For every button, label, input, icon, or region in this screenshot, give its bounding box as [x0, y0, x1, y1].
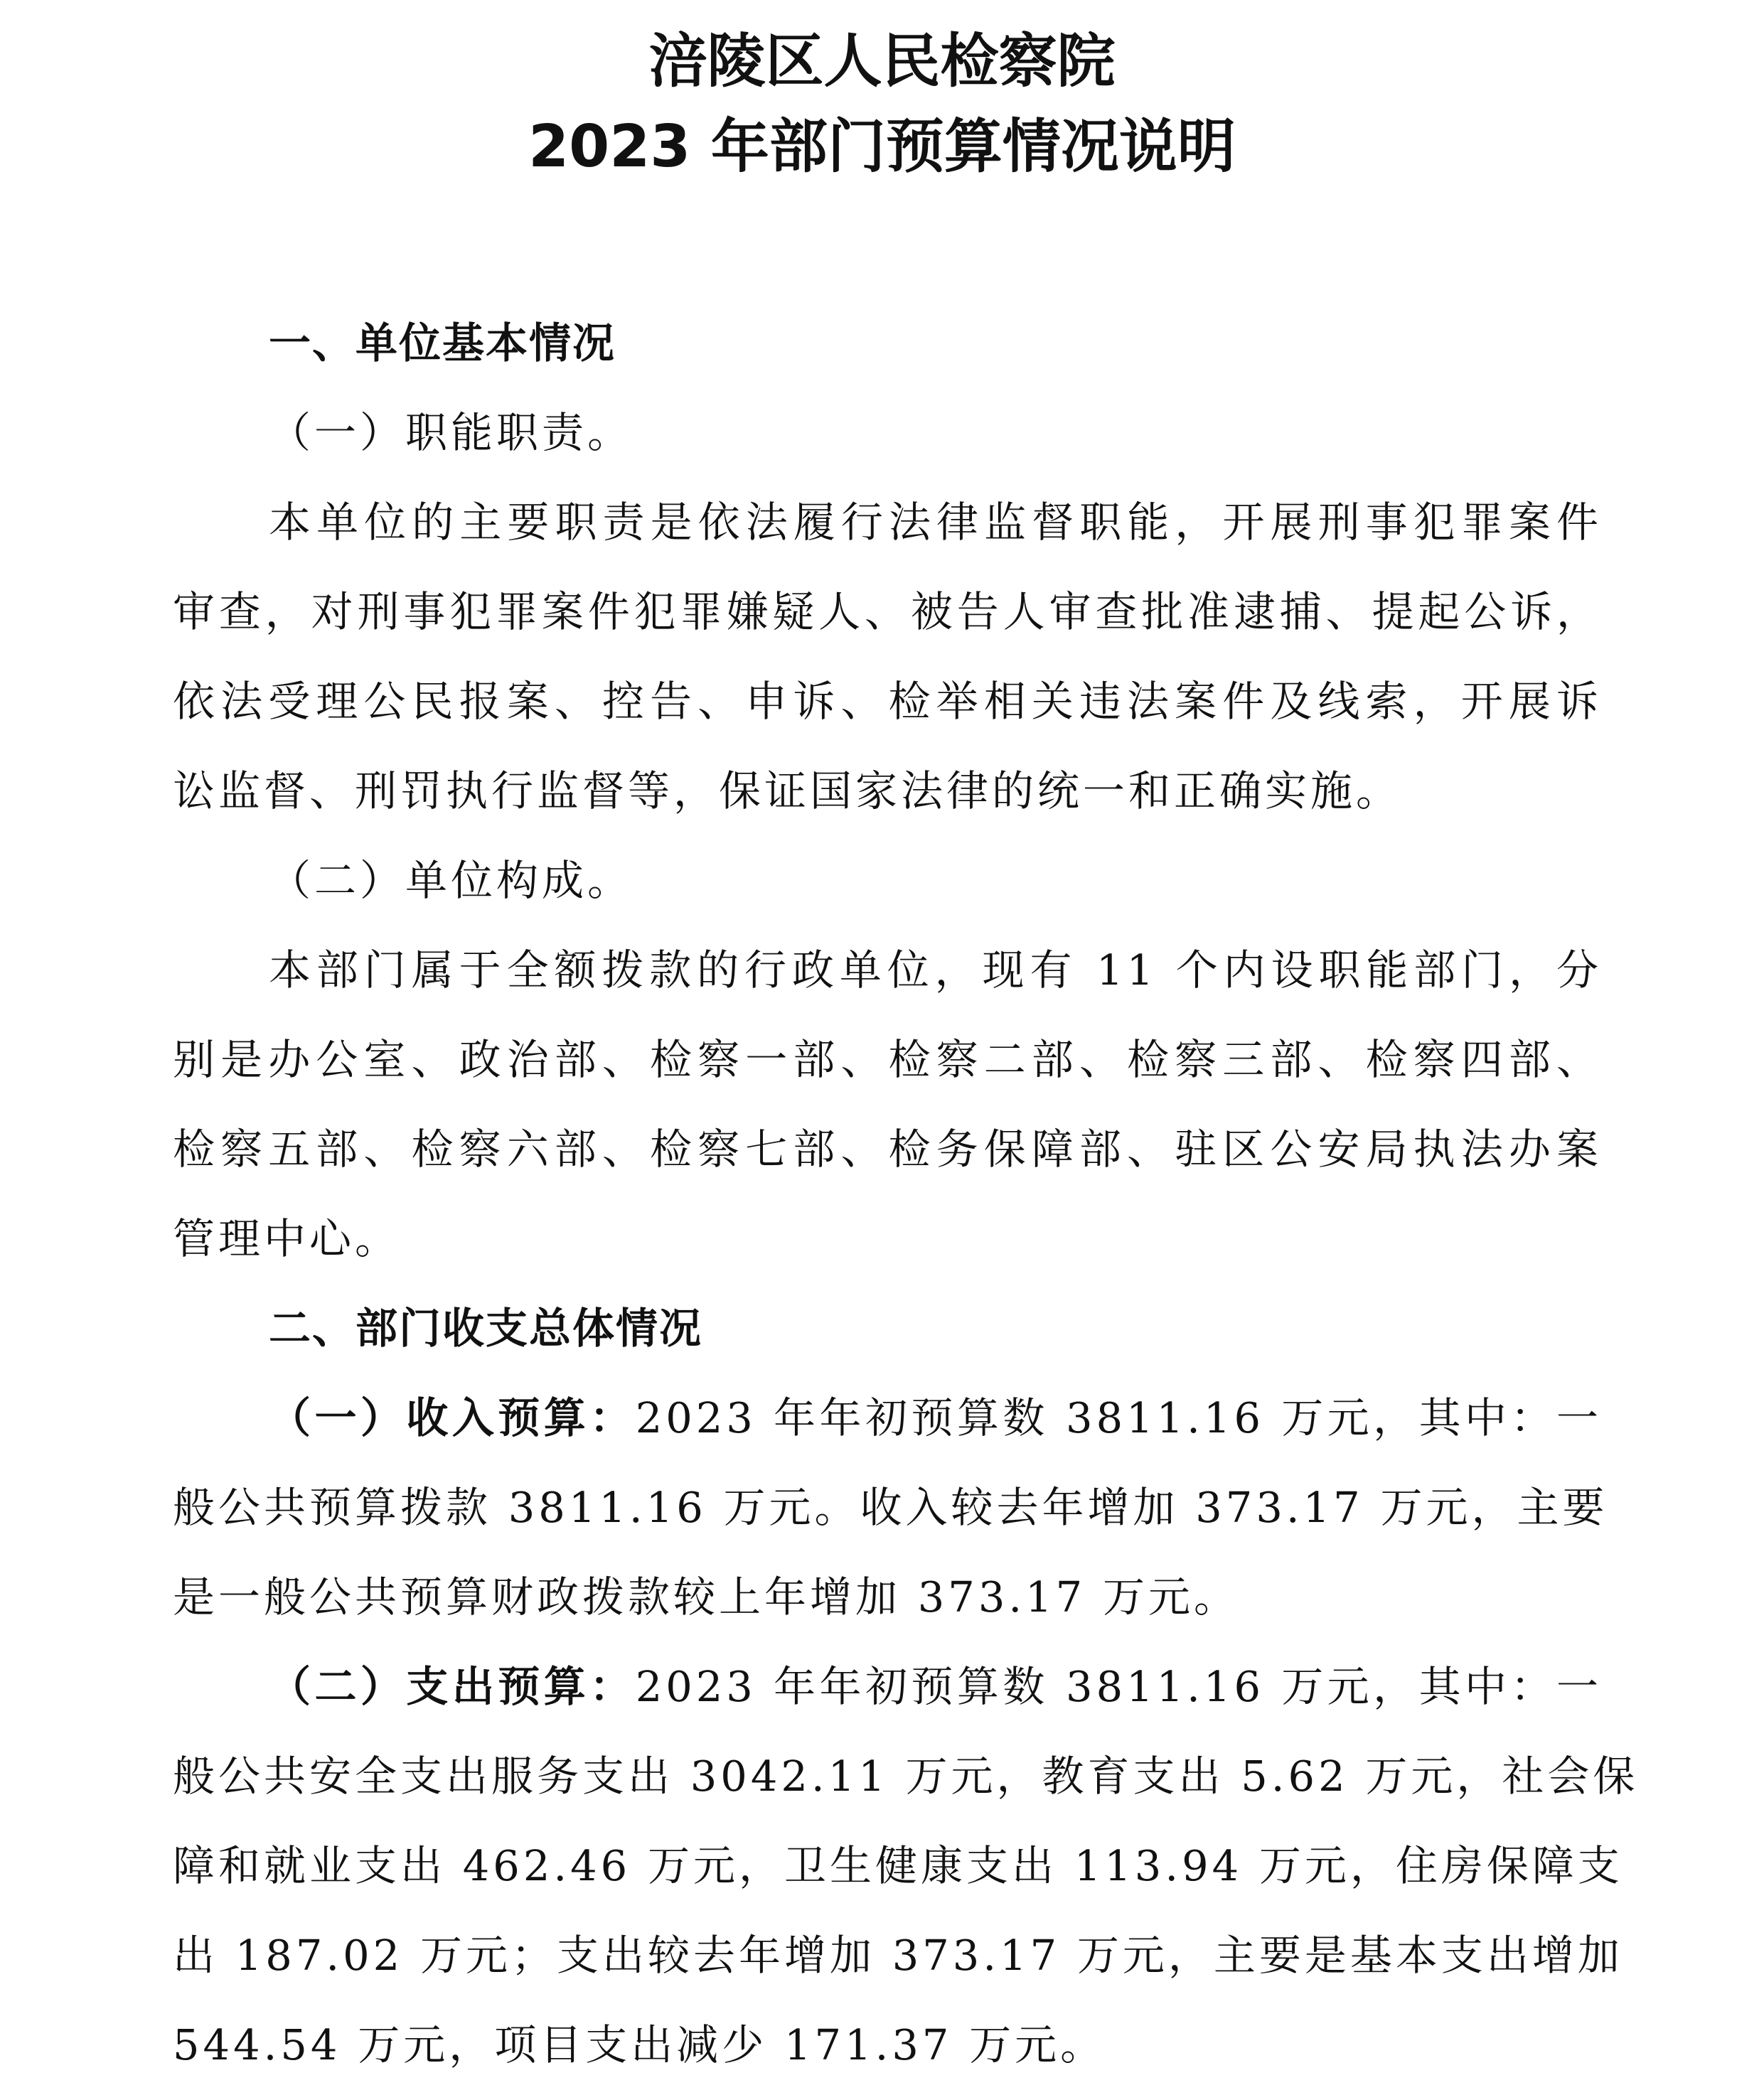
expense-line-text: 2023 年年初预算数 3811.16 万元，其中：一	[635, 1662, 1602, 1711]
section2-expense-line: 障和就业支出 462.46 万元，卫生健康支出 113.94 万元，住房保障支	[173, 1841, 1623, 1890]
section1-sub2-line: 管理中心。	[173, 1214, 401, 1263]
document-title-line2: 2023 年部门预算情况说明	[528, 113, 1236, 181]
section2-expense-first-line	[173, 1642, 1602, 1732]
section1-sub1-line: 依法受理公民报案、控告、申诉、检举相关违法案件及线索，开展诉	[173, 677, 1602, 726]
expense-label: （二）支出预算：	[269, 1662, 636, 1711]
section1-sub2-line: 本部门属于全额拨款的行政单位，现有 11 个内设职能部门，分	[269, 945, 1602, 995]
section1-sub2-line: 别是办公室、政治部、检察一部、检察二部、检察三部、检察四部、	[173, 1035, 1602, 1084]
section1-sub1-heading: （一）职能职责。	[269, 408, 634, 457]
section1-heading: 一、单位基本情况	[269, 318, 616, 368]
section2-expense-line: 出 187.02 万元；支出较去年增加 373.17 万元，主要是基本支出增加	[173, 1931, 1623, 1980]
section1-sub2-heading: （二）单位构成。	[269, 856, 634, 905]
section1-sub2-line: 检察五部、检察六部、检察七部、检务保障部、驻区公安局执法办案	[173, 1125, 1602, 1174]
section2-heading: 二、部门收支总体情况	[269, 1304, 703, 1353]
section2-income-first-line	[173, 1373, 1602, 1463]
section2-expense-line: 544.54 万元，项目支出减少 171.37 万元。	[173, 2020, 1106, 2069]
income-line-text: 2023 年年初预算数 3811.16 万元，其中：一	[635, 1393, 1602, 1442]
income-label: （一）收入预算：	[269, 1393, 636, 1442]
section2-income-line: 般公共预算拨款 3811.16 万元。收入较去年增加 373.17 万元，主要	[173, 1483, 1608, 1532]
section2-income-line: 是一般公共预算财政拨款较上年增加 373.17 万元。	[173, 1572, 1239, 1622]
section1-sub1-line: 讼监督、刑罚执行监督等，保证国家法律的统一和正确实施。	[173, 766, 1402, 815]
document-body	[173, 299, 1639, 2090]
section1-sub1-line: 审查，对刑事犯罪案件犯罪嫌疑人、被告人审查批准逮捕、提起公诉，	[173, 587, 1602, 636]
section2-expense-line: 般公共安全支出服务支出 3042.11 万元，教育支出 5.62 万元，社会保	[173, 1752, 1639, 1801]
section1-sub1-line: 本单位的主要职责是依法履行法律监督职能，开展刑事犯罪案件	[269, 498, 1602, 547]
document-title-line1: 涪陵区人民检察院	[648, 28, 1116, 95]
